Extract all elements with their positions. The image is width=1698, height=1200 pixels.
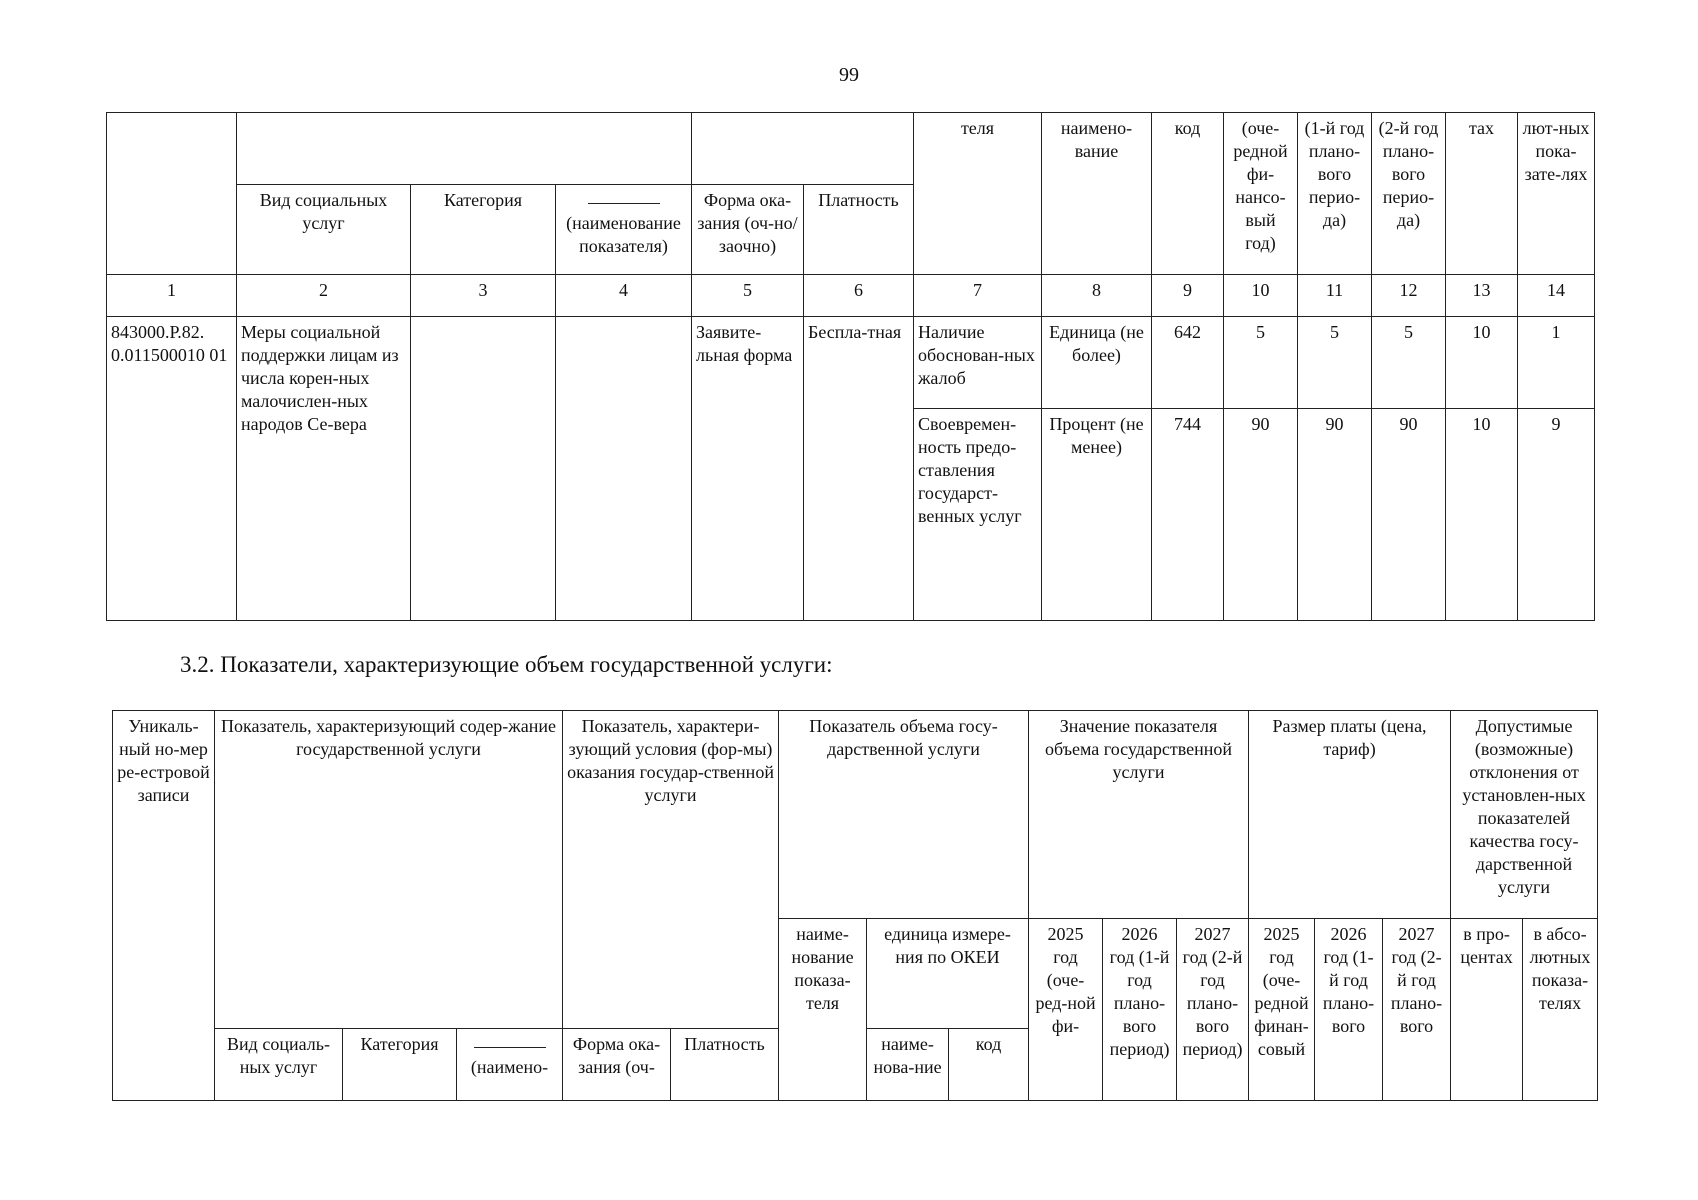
kategoriya-cell [411,317,556,621]
header-fee-2027: 2027 год (2-й год плано-вого [1383,919,1451,1101]
indicator-name-cell: Наличие обоснован-ных жалоб [914,317,1042,409]
header-unique-number: Уникаль-ный но-мер ре-естровой записи [113,711,215,1101]
header-cell-indicator-name: теля [914,113,1042,275]
deviation-absolute-cell: 9 [1518,409,1595,621]
header-cell-percent: тах [1446,113,1518,275]
header-cell-unit-name: наимено-вание [1042,113,1152,275]
col-number: 8 [1042,275,1152,317]
unit-name-cell: Единица (не более) [1042,317,1152,409]
col-number: 14 [1518,275,1595,317]
vid-uslug-cell: Меры социальной поддержки лицам из числа корен-ных малочислен-ных народов Се-вера [237,317,411,621]
header-vid-uslug: Вид социаль-ных услуг [215,1029,343,1101]
col-number: 11 [1298,275,1372,317]
header-cell-year-2026: (1-й год плано-вого перио-да) [1298,113,1372,275]
header-cell-absolute: лют-ных пока-зате-лях [1518,113,1595,275]
header-fee: Размер платы (цена, тариф) [1249,711,1451,919]
header-volume-value: Значение показателя объема государственной услуги [1029,711,1249,919]
table-row [107,317,1595,409]
deviation-percent-cell: 10 [1446,409,1518,621]
header-cell-unit-code: код [1152,113,1224,275]
blank-caption: (наимено- [470,1057,549,1077]
header-unit-name: наиме-нова-ние [867,1029,949,1101]
header-deviation-percent: в про-центах [1451,919,1523,1101]
page-number: 99 [839,64,859,86]
column-number-row [107,275,1595,317]
deviation-percent-cell: 10 [1446,317,1518,409]
header-fee-2026: 2026 год (1-й год плано-вого [1315,919,1383,1101]
value-2025-cell: 90 [1224,409,1298,621]
unit-name-cell: Процент (не менее) [1042,409,1152,621]
col-number: 6 [804,275,914,317]
col-number: 1 [107,275,237,317]
header-volume-indicator: Показатель объема госу-дарственной услуги [779,711,1029,919]
header-deviation: Допустимые (возможные) отклонения от установлен-ных показателей качества госу-дарственной услуги [1451,711,1598,919]
blank-indicator-cell [556,317,692,621]
header-cell-empty [107,113,237,275]
header-cell-content [237,113,692,185]
blank-line [588,203,660,204]
header-fee-2025: 2025 год (оче-редной финан-совый [1249,919,1315,1101]
indicator-name-cell: Своевремен-ность предо-ставления государст-венных услуг [914,409,1042,621]
deviation-absolute-cell: 1 [1518,317,1595,409]
header-cell-blank-indicator [556,185,692,275]
col-number: 3 [411,275,556,317]
header-okei-unit: единица измере-ния по ОКЕИ [867,919,1029,1029]
reg-number-cell: 843000.Р.82. 0.011500010 01 [107,317,237,621]
header-cell-year-2027: (2-й год плано-вого перио-да) [1372,113,1446,275]
col-number: 7 [914,275,1042,317]
header-value-2026: 2026 год (1-й год плано-вого период) [1103,919,1177,1101]
quality-indicators-table [106,112,1595,621]
blank-line [474,1047,546,1048]
value-2026-cell: 90 [1298,409,1372,621]
header-kategoriya: Категория [343,1029,457,1101]
forma-cell: Заявите-льная форма [692,317,804,621]
value-2027-cell: 90 [1372,409,1446,621]
col-number: 9 [1152,275,1224,317]
header-volume-name: наиме-нование показа-теля [779,919,867,1101]
col-number: 5 [692,275,804,317]
header-forma: Форма ока-зания (оч- [563,1029,671,1101]
header-cell-vid-uslug: Вид социальных услуг [237,185,411,275]
unit-code-cell: 642 [1152,317,1224,409]
col-number: 4 [556,275,692,317]
header-cell-year-2025: (оче-редной фи-нансо-вый год) [1224,113,1298,275]
value-2025-cell: 5 [1224,317,1298,409]
value-2027-cell: 5 [1372,317,1446,409]
blank-caption: (наименование показателя) [566,213,681,256]
volume-indicators-table [112,710,1598,1101]
header-blank-indicator [457,1029,563,1101]
header-cell-platnost: Платность [804,185,914,275]
header-value-2025: 2025 год (оче-ред-ной фи- [1029,919,1103,1101]
col-number: 12 [1372,275,1446,317]
platnost-cell: Бесплa-тная [804,317,914,621]
col-number: 2 [237,275,411,317]
col-number: 10 [1224,275,1298,317]
header-content-indicator: Показатель, характеризующий содер-жание государственной услуги [215,711,563,1029]
section-heading: 3.2. Показатели, характеризующие объем государственной услуги: [180,652,833,677]
col-number: 13 [1446,275,1518,317]
header-platnost: Платность [671,1029,779,1101]
value-2026-cell: 5 [1298,317,1372,409]
header-cell-forma: Форма ока-зания (оч-но/заочно) [692,185,804,275]
header-cell-kategoriya: Категория [411,185,556,275]
header-conditions-indicator: Показатель, характери-зующий условия (фор-мы) оказания государ-ственной услуги [563,711,779,1029]
header-deviation-absolute: в абсо-лютных показа-телях [1523,919,1598,1101]
header-unit-code: код [949,1029,1029,1101]
header-cell-conditions [692,113,914,185]
header-value-2027: 2027 год (2-й год плано-вого период) [1177,919,1249,1101]
unit-code-cell: 744 [1152,409,1224,621]
